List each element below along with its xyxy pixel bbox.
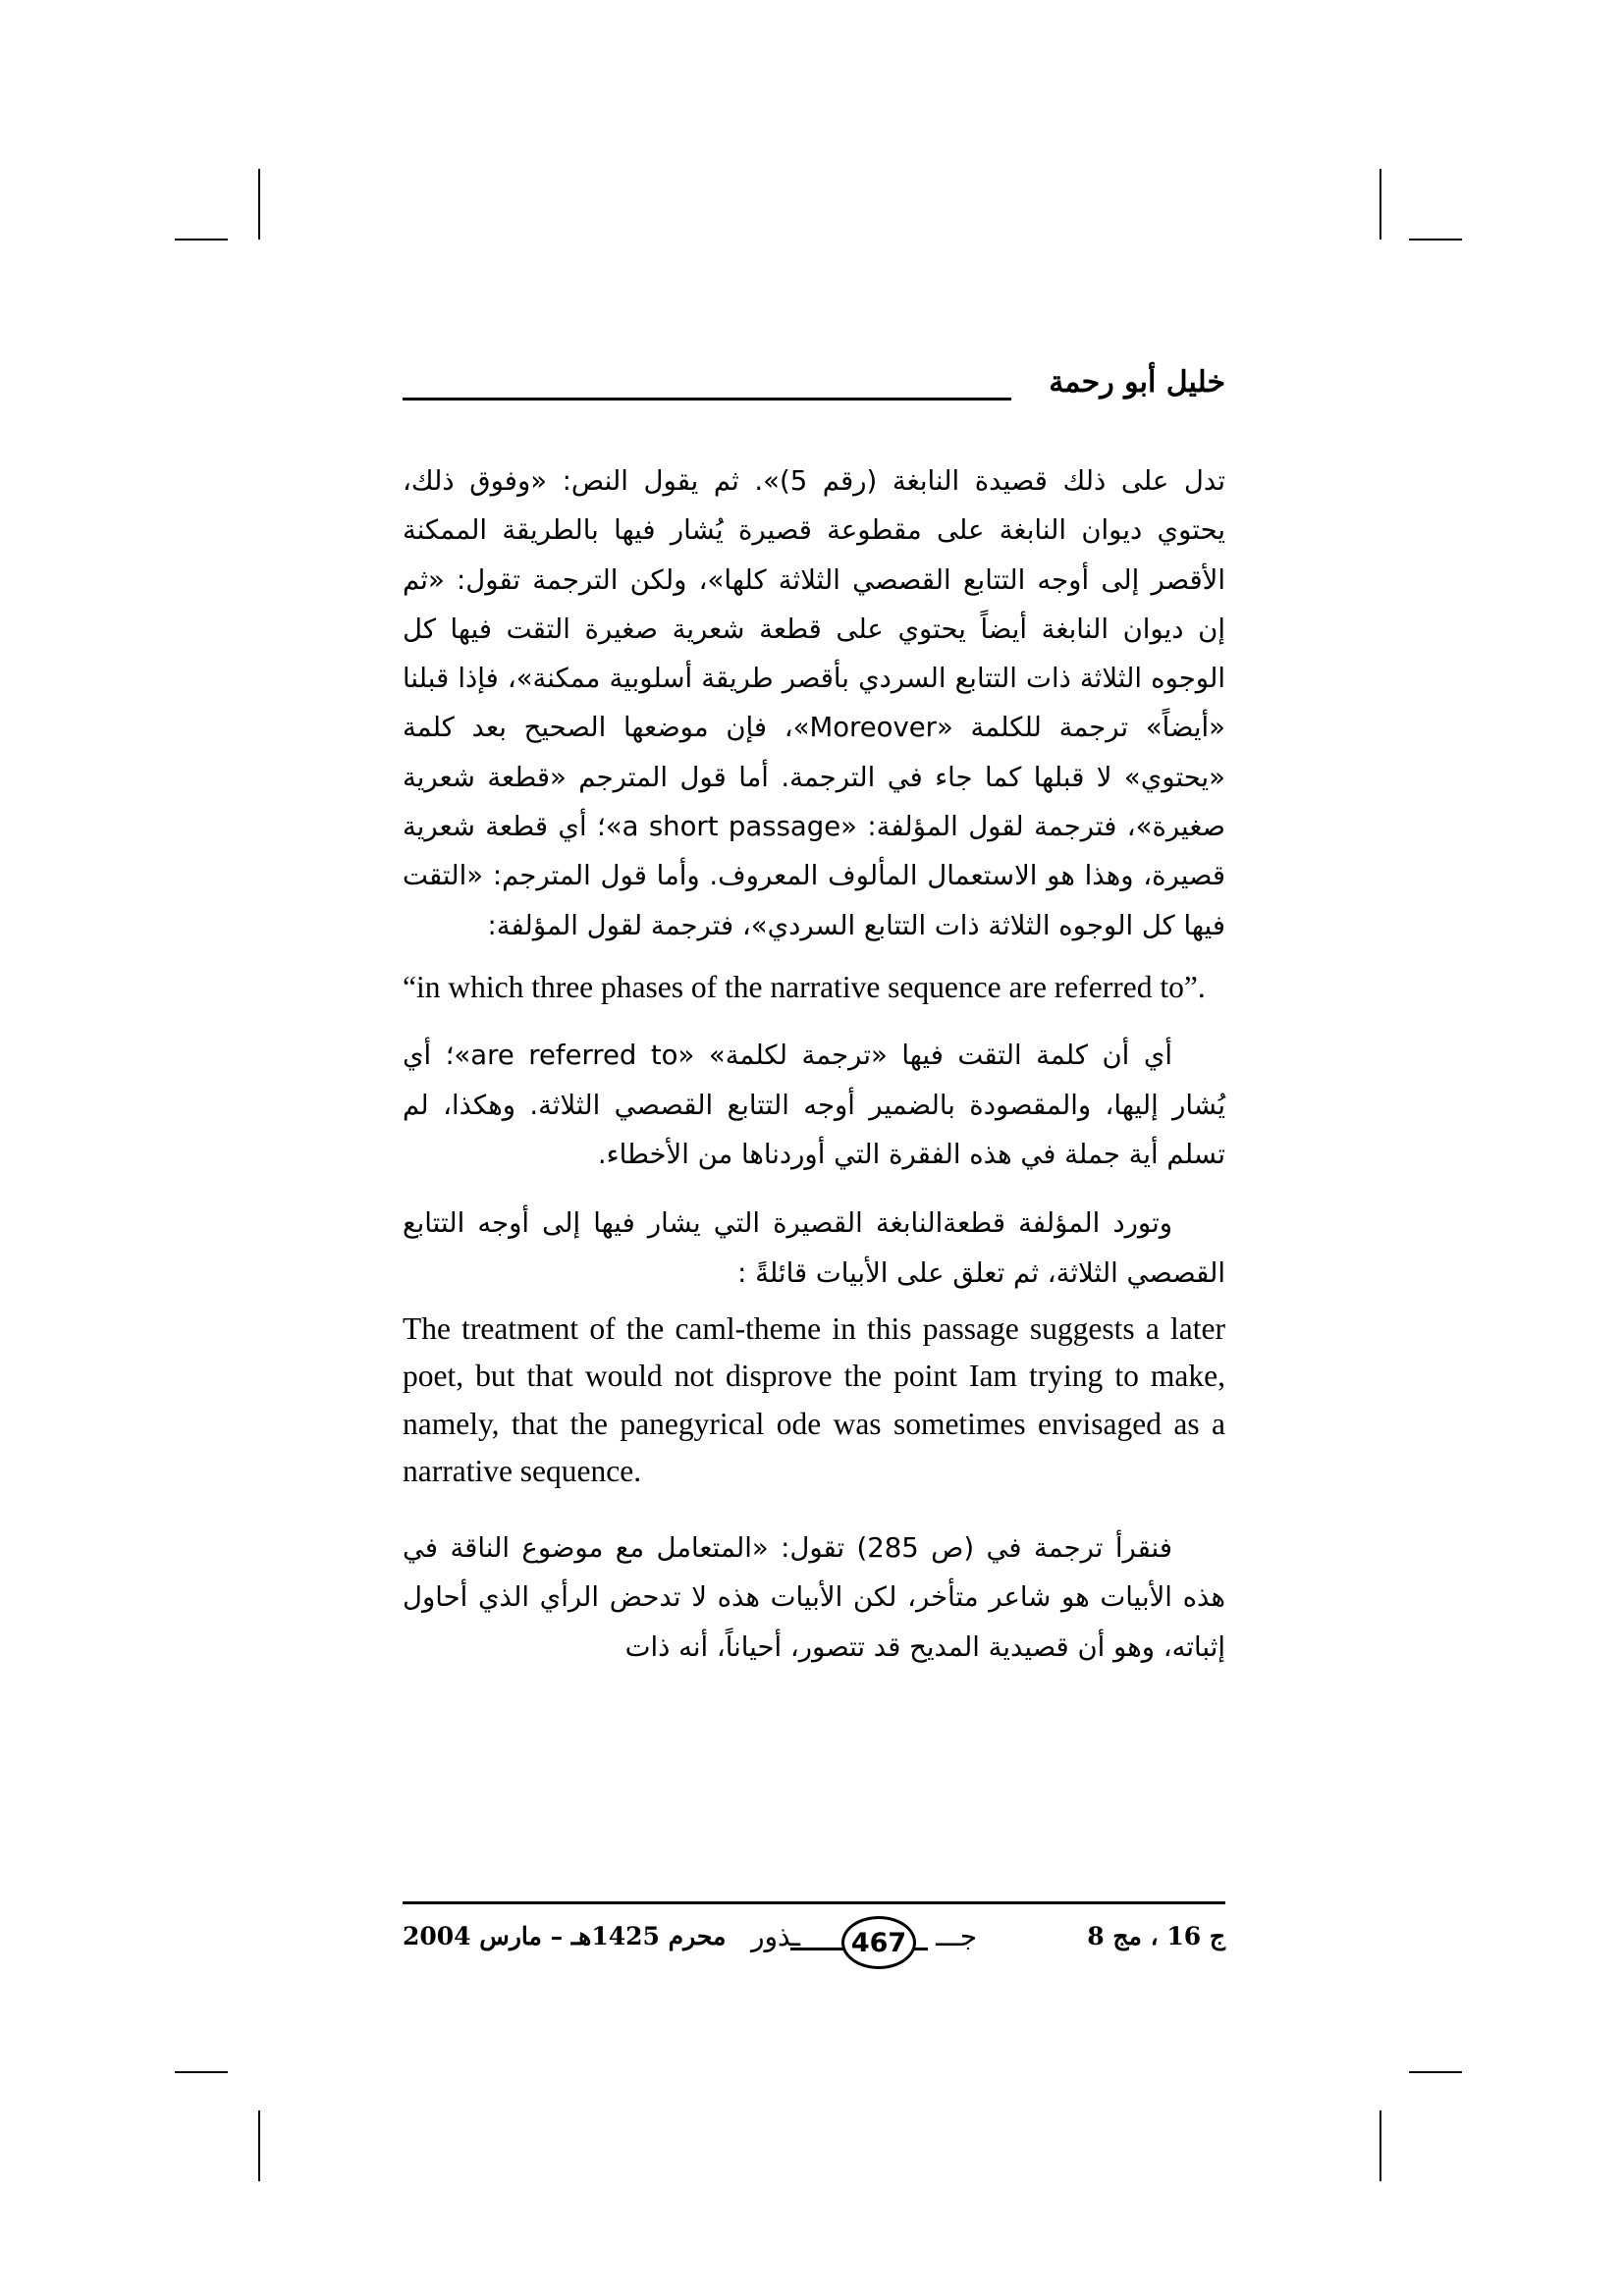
- english-quote-1: “in which three phases of the narrative sequence are referred to”.: [403, 969, 1206, 1004]
- issue-date: محرم 1425هـ – مارس 2004: [403, 1922, 727, 1950]
- crop-mark-bottom-left-vertical: [258, 2110, 260, 2181]
- paragraph-2: أي أن كلمة التقت فيها «ترجمة لكلمة» «are referred to»؛ أي يُشار إليها، والمقصودة بالضمير أوجه التتابع القصصي الثلاثة. وهكذا، لم تسلم أية جملة في هذه الفقرة التي أوردناها من الأخطاء.: [403, 1040, 1225, 1171]
- issue-info: ج 16 ، مج 8: [1087, 1922, 1225, 1950]
- crop-mark-bottom-left-horizontal: [175, 2071, 228, 2073]
- page-footer: [403, 1914, 1225, 1973]
- crop-mark-bottom-right-vertical: [1380, 2110, 1381, 2181]
- journal-logo: [751, 1914, 977, 1969]
- footer-rule: [403, 1901, 1225, 1904]
- crop-mark-top-left-vertical: [258, 169, 260, 240]
- crop-mark-top-right-horizontal: [1409, 239, 1462, 240]
- journal-logo-left-part: جـــ: [936, 1920, 977, 1952]
- author-name: خليل أبو رحمة: [1049, 365, 1225, 400]
- paragraph-3: وتورد المؤلفة قطعةالنابغة القصيرة التي يشار فيها إلى أوجه التتابع القصصي الثلاثة، ثم تعلق على الأبيات قائلةً :: [403, 1207, 1225, 1289]
- english-quote-2: The treatment of the caml-theme in this passage suggests a later poet, but that would not disprove the point Iam trying to make, namely, that the panegyrical ode was sometimes envisaged as a narrative sequence.: [403, 1310, 1225, 1489]
- main-content: [403, 353, 1225, 1672]
- crop-mark-top-left-horizontal: [175, 239, 228, 240]
- running-header: [403, 353, 1225, 422]
- journal-logo-right-part: ـذور: [751, 1920, 800, 1952]
- paragraph-4: فنقرأ ترجمة في (ص 285) تقول: «المتعامل مع موضوع الناقة في هذه الأبيات هو شاعر متأخر، لكن الأبيات هذه لا تدحض الرأي الذي أحاول إثباته، وهو أن قصيدية المديح قد تتصور، أحياناً، أنه ذات: [403, 1531, 1225, 1663]
- crop-mark-bottom-right-horizontal: [1409, 2071, 1462, 2073]
- crop-mark-top-right-vertical: [1380, 169, 1381, 240]
- page-number: 467: [841, 1916, 916, 1969]
- header-rule: [403, 398, 1011, 400]
- paragraph-1: تدل على ذلك قصيدة النابغة (رقم 5)». ثم يقول النص: «وفوق ذلك، يحتوي ديوان النابغة على مقطوعة قصيرة يُشار فيها بالطريقة الممكنة الأقصر إلى أوجه التتابع القصصي الثلاثة كلها»، ولكن الترجمة تقول: «ثم إن ديوان النابغة أيضاً يحتوي على قطعة شعرية صغيرة التقت فيها كل الوجوه الثلاثة ذات التتابع السردي بأقصر طريقة أسلوبية ممكنة»، فإذا قبلنا «أيضاً» ترجمة للكلمة «Moreover»، فإن موضعها الصحيح بعد كلمة «يحتوي» لا قبلها كما جاء في الترجمة. أما قول المترجم «قطعة شعرية صغيرة»، فترجمة لقول المؤلفة: «a short passage»؛ أي قطعة شعرية قصيرة، وهذا هو الاستعمال المألوف المعروف. وأما قول المترجم: «التقت فيها كل الوجوه الثلاثة ذات التتابع السردي»، فترجمة لقول المؤلفة:: [403, 465, 1225, 941]
